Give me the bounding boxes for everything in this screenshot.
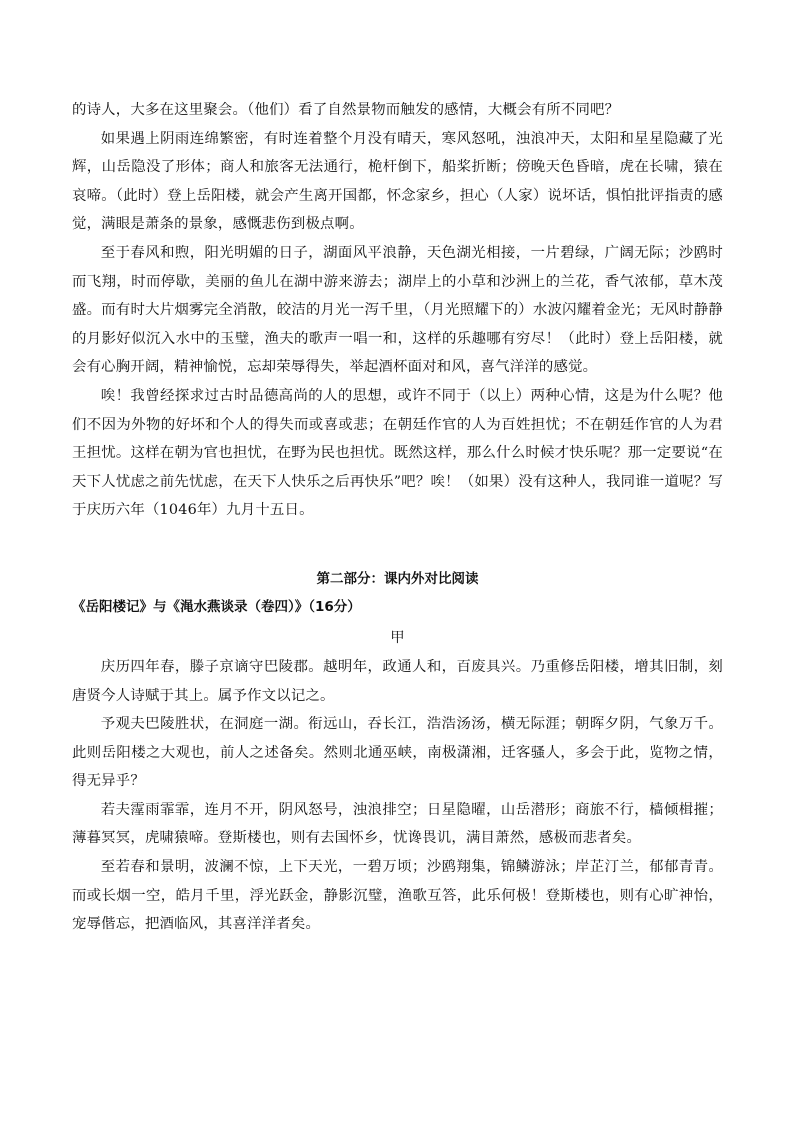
passage-label-jia: 甲 — [390, 629, 405, 646]
translation-paragraph-2: 至于春风和煦，阳光明媚的日子，湖面风平浪静，天色湖光相接，一片碧绿，广阔无际；沙鸥时而飞翔，时而停歇，美丽的鱼儿在湖中游来游去；湖岸上的小草和沙洲上的兰花，香气浓郁，草木茂盛。而有时大片烟雾完全消散，皎洁的月光一泻千里，（月光照耀下的）水波闪耀着金光；无风时静静的月影好似沉入水中的玉璧，渔夫的歌声一唱一和，这样的乐趣哪有穷尽！（此时）登上岳阳楼，就会有心胸开阔，精神愉悦，忘却荣辱得失，举起酒杯面对和风，喜气洋洋的感觉。 — [72, 244, 723, 376]
original-paragraph-1: 庆历四年春，滕子京谪守巴陵郡。越明年，政通人和，百废具兴。乃重修岳阳楼，增其旧制，刻唐贤今人诗赋于其上。属予作文以记之。 — [72, 658, 723, 704]
section-title: 第二部分：课内外对比阅读 — [316, 570, 479, 587]
section-spacer — [72, 525, 723, 565]
section-subtitle: 《岳阳楼记》与《渑水燕谈录（卷四）》（16分） — [72, 598, 361, 615]
original-paragraph-4: 至若春和景明，波澜不惊，上下天光，一碧万顷；沙鸥翔集，锦鳞游泳；岸芷汀兰，郁郁青青。而或长烟一空，皓月千里，浮光跃金，静影沉璧，渔歌互答，此乐何极！登斯楼也，则有心旷神怡，宠辱偕忘，把酒临风，其喜洋洋者矣。 — [72, 859, 723, 933]
translation-paragraph-3: 唉！我曾经探求过古时品德高尚的人的思想，或许不同于（以上）两种心情，这是为什么呢？他们不因为外物的好坏和个人的得失而或喜或悲；在朝廷作官的人为百姓担忧；不在朝廷作官的人为君王担忧。这样在朝为官也担忧，在野为民也担忧。既然这样，那么什么时候才快乐呢？那一定要说“在天下人忧虑之前先忧虑，在天下人快乐之后再快乐”吧？唉！（如果）没有这种人，我同谁一道呢？写于庆历六年（1046年）九月十五日。 — [72, 387, 723, 519]
translation-paragraph-0: 的诗人，大多在这里聚会。（他们）看了自然景物而触发的感情，大概会有所不同吧？ — [72, 102, 620, 118]
document-body — [72, 96, 723, 939]
translation-paragraph-1: 如果遇上阴雨连绵繁密，有时连着整个月没有晴天，寒风怒吼，浊浪冲天，太阳和星星隐藏了光辉，山岳隐没了形体；商人和旅客无法通行，桅杆倒下，船桨折断；傍晚天色昏暗，虎在长啸，猿在哀啼。（此时）登上岳阳楼，就会产生离开国都，怀念家乡，担心（人家）说坏话，惧怕批评指责的感觉，满眼是萧条的景象，感慨悲伤到极点啊。 — [72, 130, 723, 233]
original-paragraph-3: 若夫霪雨霏霏，连月不开，阴风怒号，浊浪排空；日星隐曜，山岳潜形；商旅不行，樯倾楫摧；薄暮冥冥，虎啸猿啼。登斯楼也，则有去国怀乡，忧谗畏讥，满目萧然，感极而悲者矣。 — [72, 801, 723, 847]
original-paragraph-2: 予观夫巴陵胜状，在洞庭一湖。衔远山，吞长江，浩浩汤汤，横无际涯；朝晖夕阴，气象万千。此则岳阳楼之大观也，前人之述备矣。然则北通巫峡，南极潇湘，迁客骚人，多会于此，览物之情，得无异乎？ — [72, 716, 723, 790]
